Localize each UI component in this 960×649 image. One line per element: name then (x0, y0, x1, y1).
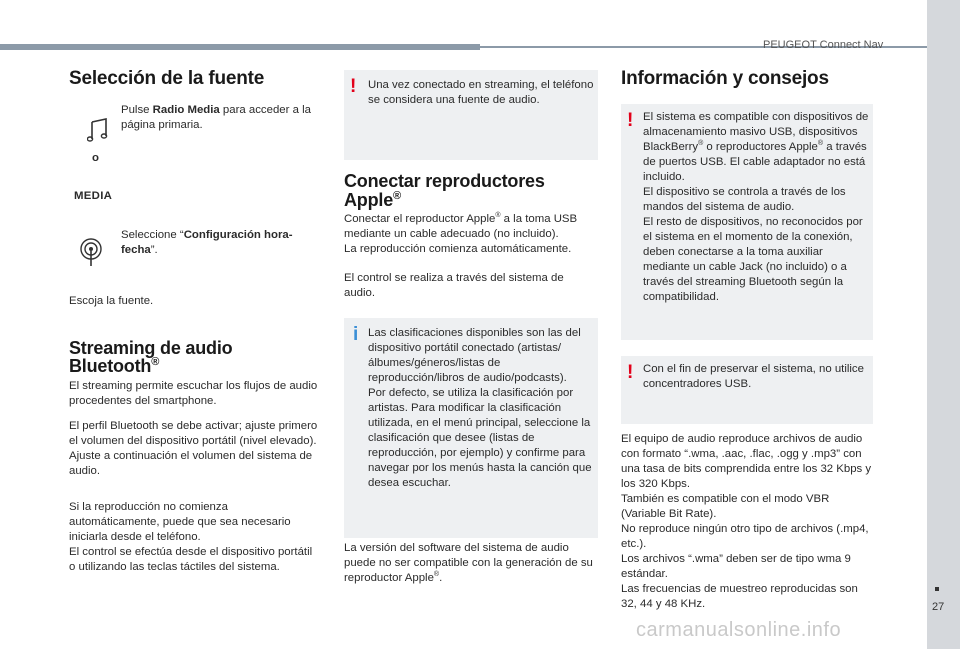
info-classifications-text: Las clasificaciones disponibles son las del dispositivo portátil conectado (artistas/álbumes/géneros/listas de reproducción/libros de audio/podcasts). Por defecto, se utiliza la clasificación por artistas. Para modificar la clasificación utilizada, en el menú principal, seleccione la clasificación que desee (listas de reproducción, por ejemplo) y confirme para navegar por los menús hasta la canción que desea escuchar. (368, 327, 592, 489)
section-title-streaming: Streaming de audio Bluetooth® (69, 338, 233, 376)
warning-streaming-text: Una vez conectado en streaming, el teléfono se considera una fuente de audio. (368, 79, 594, 106)
warning-icon: ! (627, 110, 634, 131)
apple-version-note: La versión del software del sistema de audio puede no ser compatible con la generación de su reproductor Apple®. (344, 542, 593, 584)
watermark: carmanualsonline.info (636, 619, 842, 641)
section-title-info: Información y consejos (621, 68, 829, 89)
streaming-playback: Si la reproducción no comienza automáticamente, puede que sea necesario iniciarla desde el teléfono. El control se efectúa desde el dispositivo portátil o utilizando las teclas táctiles del sistema. (69, 501, 313, 573)
apple-connect-text: Conectar el reproductor Apple® a la toma USB mediante un cable adecuado (no incluido). La reproducción comienza automáticamente. (344, 212, 578, 255)
section-title-apple: Conectar reproductores Apple® (344, 171, 545, 210)
header-title: PEUGEOT Connect Nav (763, 39, 884, 51)
media-label: MEDIA (74, 190, 113, 202)
audio-formats-text: El equipo de audio reproduce archivos de audio con formato “.wma, .aac, .flac, .ogg y .mp3” con una tasa de bits comprendida entre los 32 Kbps y los 320 Kbps. También es compatible con el modo VBR (Variable Bit Rate). No reproduce ningún otro tipo de archivos (.mp4, etc.). Los archivos “.wma” deben ser de tipo wma 9 estándar. Las frecuencias de muestreo reproducidas son 32, 44 y 48 KHz. (621, 433, 872, 610)
warning-compatibility-text: El sistema es compatible con dispositivos de almacenamiento masivo USB, dispositivos BlackBerry® o reproductores Apple® a través de puertos USB. El cable adaptador no está incluido. El dispositivo se controla a través de los mandos del sistema de audio. El resto de dispositivos, no reconocidos por el sistema en el momento de la conexión, deben conectarse a la toma auxiliar mediante un cable Jack (no incluido) o a través del streaming Bluetooth según la compatibilidad. (643, 111, 869, 303)
info-box-classifications (344, 318, 598, 538)
info-icon: i (353, 324, 359, 345)
page-marker (935, 587, 939, 591)
warning-icon: ! (350, 76, 357, 97)
streaming-intro: El streaming permite escuchar los flujos de audio procedentes del smartphone. (69, 380, 318, 407)
header-bar (0, 44, 480, 50)
warning-usb-hub-text: Con el fin de preservar el sistema, no utilice concentradores USB. (643, 363, 864, 390)
warning-icon: ! (627, 362, 634, 383)
step-config-time: Seleccione “Configuración hora-fecha”. (121, 229, 293, 256)
page-number: 27 (932, 601, 945, 613)
music-note-icon (87, 118, 109, 142)
radio-broadcast-icon (79, 238, 103, 268)
or-label: o (92, 152, 99, 164)
section-title-source: Selección de la fuente (69, 68, 265, 89)
side-tab (927, 0, 960, 649)
warning-box-usb-hub (621, 356, 873, 424)
warning-box-compatibility (621, 104, 873, 340)
step-radio-media: Pulse Radio Media para acceder a la página primaria. (121, 104, 311, 131)
streaming-bluetooth-profile: El perfil Bluetooth se debe activar; ajuste primero el volumen del dispositivo portátil (nivel elevado). Ajuste a continuación el volumen del sistema de audio. (69, 420, 318, 477)
choose-source-text: Escoja la fuente. (69, 295, 154, 307)
apple-control-text: El control se realiza a través del sistema de audio. (344, 272, 564, 299)
warning-box-streaming (344, 70, 598, 160)
